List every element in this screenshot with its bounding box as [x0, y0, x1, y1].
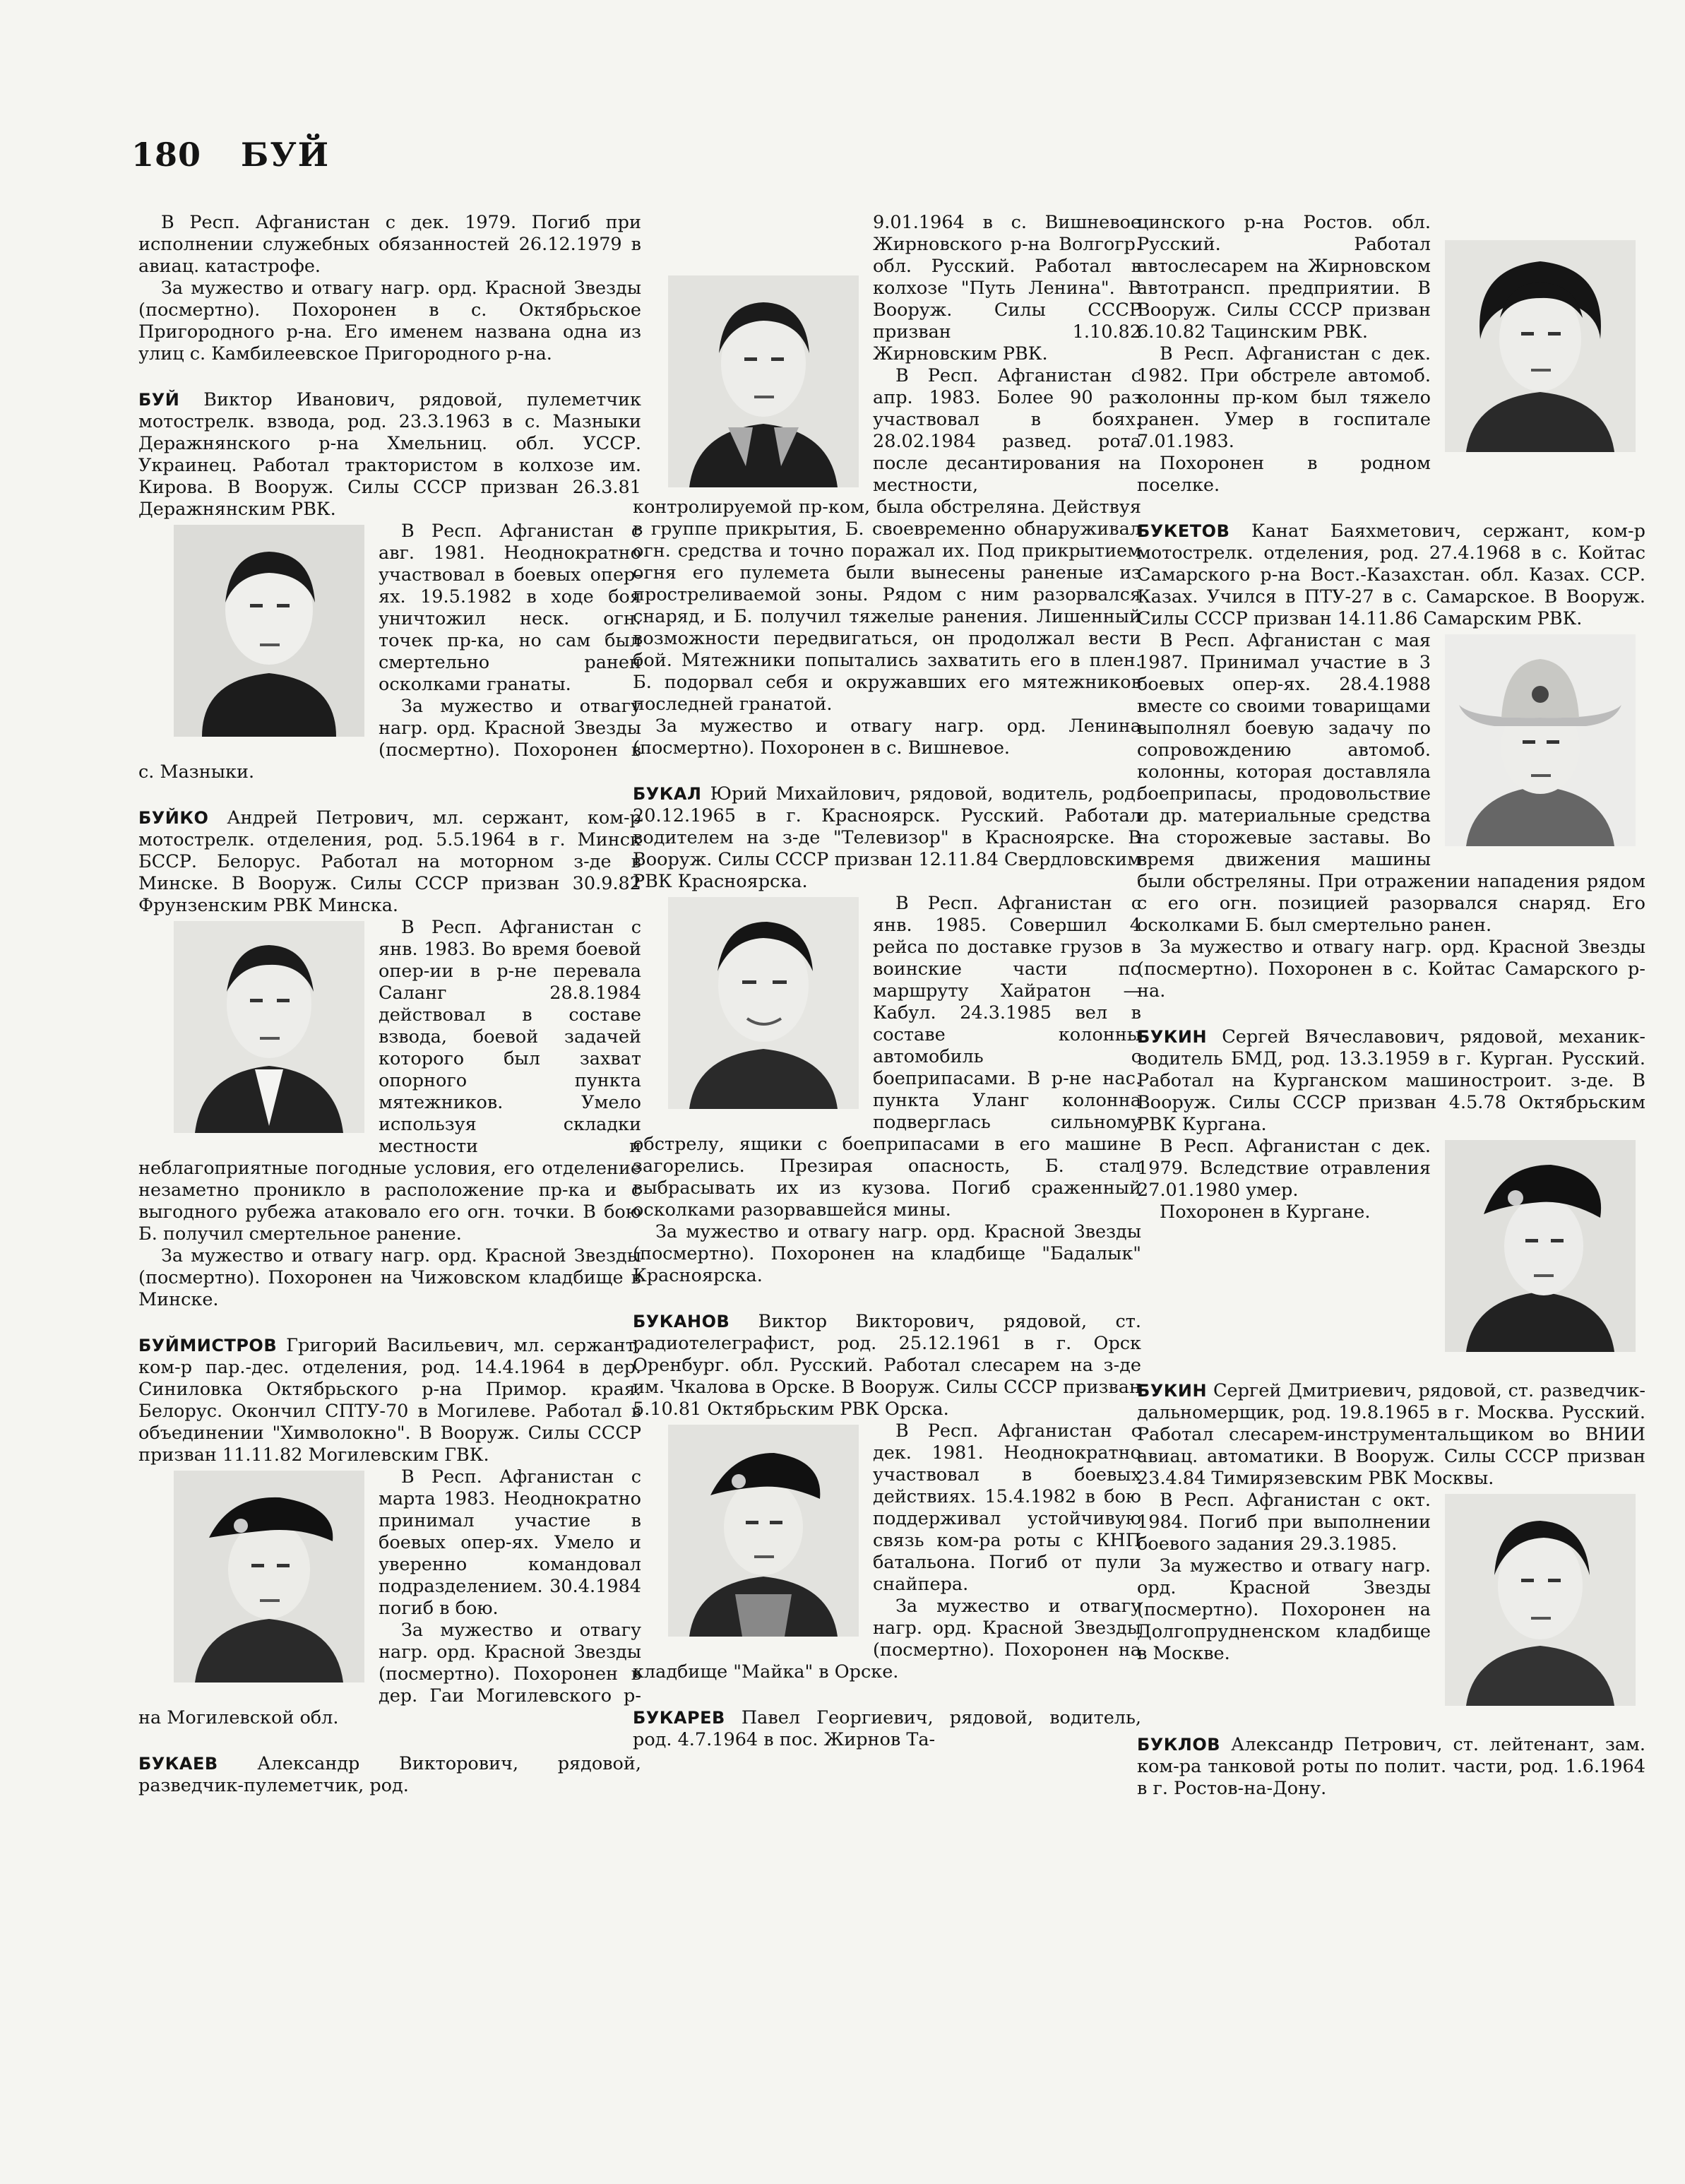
entry-bukaev-continuation [633, 212, 1141, 759]
entry-lead: Павел Георгиевич, рядовой, водитель, род. 4.7.1964 в пос. Жирнов Та- [633, 1707, 1141, 1750]
entry-lead: Канат Баяхметович, сержант, ком-р мотострелк. отделения, род. 27.4.1968 в с. Койтас Самарского р-на Вост.-Казахстан. обл. Казах. ССР. Казах. Учился в ПТУ-27 в с. Самарское. В Вооруж. Силы СССР призван 14.11.86 Самарским РВК. [1137, 521, 1645, 629]
entry-headword: БУКАЛ [633, 784, 702, 804]
entry-service: В Респ. Афганистан с дек. 1981. Неоднократно участвовал в боевых действиях. 15.4.1982 в бою поддерживал устойчивую связь ком-ра роты с КНП батальона. Погиб от пули снайпера. [873, 1420, 1141, 1595]
entry-award: За мужество и отвагу нагр. орд. Красной Звезды (посмертно). Похоронен в с. Мазныки. [138, 696, 641, 783]
entry-bukarev-continuation [1137, 212, 1645, 497]
entry-award: Похоронен в Кургане. [1160, 1201, 1371, 1223]
entry-service: В Респ. Афганистан с янв. 1985. Совершил 4 рейса по доставке грузов в воинские части по маршруту Хайратон — Кабул. 24.3.1985 вел в составе колонны автомобиль с боеприпасами. В р-не нас. пункта Уланг колонна подверглась сильному обстрелу, ящики с боеприпасами в его машине загорелись. Презирая опасность, Б. стал выбрасывать их из кузова. Погиб сраженный осколками разорвавшейся мины. [633, 893, 1141, 1221]
entry-lead: 9.01.1964 в с. Вишневое Жирновского р-на Волгогр. обл. Русский. Работал в колхозе "Путь Ленина". В Вооруж. Силы СССР призван 1.10.82 Жирновским РВК. [873, 212, 1141, 364]
entry-lead: Виктор Иванович, рядовой, пулеметчик мотострелк. взвода, род. 23.3.1963 в с. Мазныки Деражнянского р-на Хмельниц. обл. УССР. Украинец. Работал трактористом в колхозе им. Кирова. В Вооруж. Силы СССР призван 26.3.81 Деражнянским РВК. [138, 389, 641, 520]
entry-headword: БУЙ [138, 390, 180, 410]
entry-service: В Респ. Афганистан с марта 1983. Неоднократно принимал участие в боевых опер-ях. Умело и уверенно командовал подразделением. 30.4.1984 погиб в бою. [379, 1466, 641, 1619]
portrait-photo [174, 525, 364, 737]
entry-bukarev [633, 1707, 1141, 1751]
entry-bukin-sv [1137, 1026, 1645, 1356]
entry-award: За мужество и отвагу нагр. орд. Красной Звезды (посмертно). Похоронен в дер. Гаи Могилевского р-на Могилевской обл. [138, 1620, 641, 1728]
entry-headword: БУКАРЕВ [633, 1708, 725, 1728]
page-header [131, 136, 330, 185]
column-2 [633, 212, 1141, 1751]
entry-buklov [1137, 1734, 1645, 1800]
entry-bukin-sd [1137, 1380, 1645, 1710]
entry-headword: БУКАЕВ [138, 1754, 218, 1774]
entry-lead: Григорий Васильевич, мл. сержант, ком-р пар.-дес. отделения, род. 14.4.1964 в дер. Синиловка Октябрьского р-на Примор. края. Белорус. Окончил СПТУ-70 в Могилеве. Работал в объединении "Химволокно". В Вооруж. Силы СССР призван 11.11.82 Могилевским ГВК. [138, 1335, 641, 1466]
entry-headword: БУКИН [1137, 1027, 1208, 1047]
entry-award: За мужество и отвагу нагр. орд. Красной Звезды (посмертно). Похоронен на Чижовском кладбище в Минске. [138, 1245, 641, 1310]
entry-headword: БУКЛОВ [1137, 1735, 1221, 1755]
entry-lead: Александр Викторович, рядовой, разведчик-пулеметчик, род. [138, 1753, 641, 1796]
entry-lead: Юрий Михайлович, рядовой, водитель, род. 20.12.1965 в г. Красноярск. Русский. Работал водителем на з-де "Телевизор" в Красноярске. В Вооруж. Силы СССР призван 12.11.84 Свердловским РВК Красноярска. [633, 783, 1141, 892]
entry-award: Похоронен в родном поселке. [1137, 453, 1431, 496]
portrait-photo [668, 275, 859, 487]
entry-service: В Респ. Афганистан с авг. 1981. Неоднократно участвовал в боевых опер-ях. 19.5.1982 в ходе боя уничтожил неск. огн. точек пр-ка, но сам был смертельно ранен осколками гранаты. [379, 521, 641, 695]
entry-lead: Сергей Вячеславович, рядовой, механик-водитель БМД, род. 13.3.1959 в г. Курган. Русский. Работал на Курганском машиностроит. з-де. В Вооруж. Силы СССР призван 4.5.78 Октябрьским РВК Кургана. [1137, 1026, 1645, 1135]
entry-bukanov [633, 1311, 1141, 1683]
entry-award: За мужество и отвагу нагр. орд. Ленина (посмертно). Похоронен в с. Вишневое. [633, 716, 1141, 759]
entry-buketov [1137, 521, 1645, 1002]
entry-lead: Сергей Дмитриевич, рядовой, ст. разведчик-дальномерщик, род. 19.8.1965 в г. Москва. Русский. Работал слесарем-инструментальщиком во ВНИИ авиац. автоматики. В Вооруж. Силы СССР призван 23.4.84 Тимирязевским РВК Москвы. [1137, 1380, 1645, 1489]
entry-service: В Респ. Афганистан с янв. 1983. Во время боевой опер-ии в р-не перевала Саланг 28.8.1984 действовал в составе взвода, боевой задачей которого был захват опорного пункта мятежников. Умело используя складки местности и неблагоприятные погодные условия, его отделение незаметно проникло в расположение пр-ка и с выгодного рубежа атаковало его огн. точки. В бою Б. получил смертельное ранение. [138, 917, 641, 1245]
entry-headword: БУКАНОВ [633, 1312, 730, 1331]
entry-lead: Виктор Викторович, рядовой, ст. радиотелеграфист, род. 25.12.1961 в г. Орск Оренбург. обл. Русский. Работал слесарем на з-де им. Чкалова в Орске. В Вооруж. Силы СССР призван 5.10.81 Октябрьским РВК Орска. [633, 1311, 1141, 1420]
entry-headword: БУЙКО [138, 808, 209, 828]
entry-service: В Респ. Афганистан с дек. 1979. Погиб при исполнении служебных обязанностей 26.12.1979 в авиац. катастрофе. [138, 212, 641, 277]
entry-bukal [633, 783, 1141, 1287]
entry-service: В Респ. Афганистан с апр. 1983. Более 90 раз участвовал в боях. 28.02.1984 развед. рота после десантирования на местности, контролируемой пр-ком, была обстреляна. Действуя в группе прикрытия, Б. своевременно обнаруживал огн. средства и точно поражал их. Под прикрытием огня его пулемета были вынесены раненые из простреливаемой зоны. Рядом с ним разорвался снаряд, и Б. получил тяжелые ранения. Лишенный возможности передвигаться, он продолжал вести бой. Мятежники попытались захватить его в плен. Б. подорвал себя и окружавших его мятежников последней гранатой. [633, 365, 1141, 715]
entry-headword: БУКЕТОВ [1137, 521, 1230, 541]
entry-award: За мужество и отвагу нагр. орд. Красной Звезды (посмертно). Похоронен на кладбище "Бадалык" Красноярска. [633, 1221, 1141, 1286]
entry-lead: цинского р-на Ростов. обл. Русский. Работал автослесарем на Жирновском автотрансп. предприятии. В Вооруж. Силы СССР призван 6.10.82 Тацинским РВК. [1137, 212, 1431, 343]
entry-headword: БУКИН [1137, 1381, 1208, 1401]
entry-award: За мужество и отвагу нагр. орд. Красной Звезды (посмертно). Похоронен в с. Койтас Самарского р-на. [1137, 937, 1645, 1002]
portrait-photo [1445, 240, 1636, 452]
portrait-photo [1445, 1140, 1636, 1352]
portrait-photo [174, 921, 364, 1133]
entry-service: В Респ. Афганистан с дек. 1979. Вследствие отравления 27.01.1980 умер. [1137, 1136, 1431, 1201]
entry-service: В Респ. Афганистан с окт. 1984. Погиб при выполнении боевого задания 29.3.1985. [1137, 1490, 1431, 1555]
page-number: 180 [131, 136, 202, 174]
entry-award: За мужество и отвагу нагр. орд. Красной Звезды (посмертно). Похоронен на кладбище "Майка" в Орске. [633, 1596, 1141, 1682]
entry-buiko [138, 807, 641, 1311]
entry-headword: БУЙМИСТРОВ [138, 1336, 278, 1355]
entry-bui [138, 389, 641, 783]
running-head: БУЙ [241, 136, 331, 174]
entry-service: В Респ. Афганистан с дек. 1982. При обстреле автомоб. колонны пр-ком был тяжело ранен. Умер в госпитале 7.01.1983. [1137, 343, 1431, 452]
entry-lead: Александр Петрович, ст. лейтенант, зам. ком-ра танковой роты по полит. части, род. 1.6.1964 в г. Ростов-на-Дону. [1137, 1734, 1645, 1799]
entry-service: В Респ. Афганистан с мая 1987. Принимал участие в 3 боевых опер-ях. 28.4.1988 вместе со своими товарищами выполнял боевую задачу по сопровождению автомоб. колонны, которая доставляла боеприпасы, продовольствие и др. материальные средства на сторожевые заставы. Во время движения машины были обстреляны. При отражении нападения рядом с его огн. позицией разорвался снаряд. Его осколками Б. был смертельно ранен. [1137, 630, 1645, 936]
entry-award: За мужество и отвагу нагр. орд. Красной Звезды (посмертно). Похоронен на Долгопрудненском кладбище в Москве. [1137, 1555, 1431, 1664]
portrait-photo [1445, 1494, 1636, 1706]
entry-prev-continuation [138, 212, 641, 365]
column-3 [1137, 212, 1645, 1800]
entry-buimistrov [138, 1335, 641, 1729]
entry-lead: Андрей Петрович, мл. сержант, ком-р мотострелк. отделения, род. 5.5.1964 в г. Минск БССР. Белорус. Работал на моторном з-де в Минске. В Вооруж. Силы СССР призван 30.9.82 Фрунзенским РВК Минска. [138, 807, 641, 916]
portrait-photo [668, 1425, 859, 1637]
portrait-photo [174, 1471, 364, 1682]
entry-award: За мужество и отвагу нагр. орд. Красной Звезды (посмертно). Похоронен в с. Октябрьское Пригородного р-на. Его именем названа одна из улиц с. Камбилеевское Пригородного р-на. [138, 278, 641, 364]
portrait-photo [668, 897, 859, 1109]
entry-bukaev [138, 1753, 641, 1797]
portrait-photo [1445, 634, 1636, 846]
column-1 [138, 212, 641, 1797]
